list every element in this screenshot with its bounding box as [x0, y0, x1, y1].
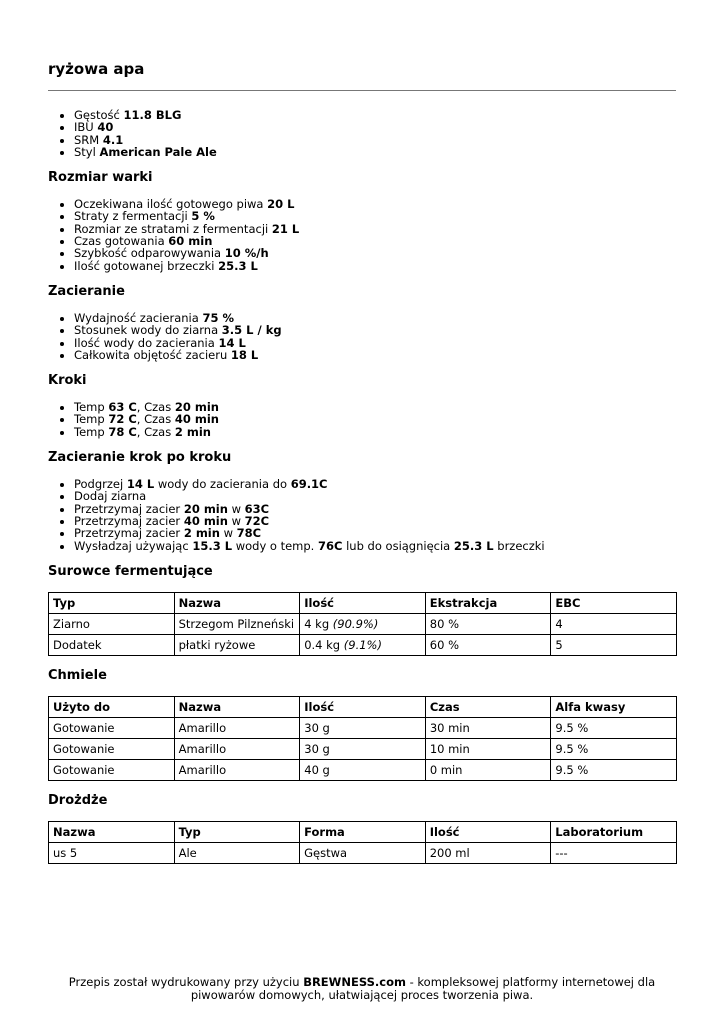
step-value: 40 min: [183, 513, 228, 528]
footer-text-before: Przepis został wydrukowany przy użyciu: [68, 975, 304, 989]
table-cell: 0 min: [425, 759, 551, 780]
item-value: 5 %: [191, 209, 215, 224]
item-label: Rozmiar ze stratami z fermentacji: [74, 221, 272, 236]
column-header: Laboratorium: [551, 821, 677, 842]
list-item: [74, 146, 676, 158]
table-cell: Ziarno: [49, 613, 175, 634]
table-cell: us 5: [49, 842, 175, 863]
step-text: w: [227, 501, 245, 516]
item-label: IBU: [74, 120, 98, 135]
item-value: 20 L: [267, 197, 295, 212]
step-value: 15.3 L: [192, 538, 233, 553]
step-temp: 78 C: [108, 424, 137, 439]
step-by-step-list: [48, 478, 676, 552]
table-header-row: [49, 696, 677, 717]
item-value: 14 L: [218, 335, 246, 350]
step-by-step-heading: Zacieranie krok po kroku: [48, 450, 232, 466]
column-header: Ekstrakcja: [425, 592, 551, 613]
column-header: Czas: [425, 696, 551, 717]
item-label: Szybkość odparowywania: [74, 246, 225, 261]
table-cell: ---: [551, 842, 677, 863]
table-header-row: [49, 592, 677, 613]
table-row: [49, 842, 677, 863]
item-value: 75 %: [202, 310, 234, 325]
step-time: 20 min: [174, 400, 219, 415]
time-label: , Czas: [136, 424, 175, 439]
column-header: Ilość: [300, 696, 426, 717]
list-item: [74, 349, 676, 361]
table-row: [49, 613, 677, 634]
column-header: Ilość: [300, 592, 426, 613]
time-label: , Czas: [136, 400, 175, 415]
boil-list: [48, 198, 676, 272]
table-cell: Gotowanie: [49, 759, 175, 780]
table-cell: 10 min: [425, 738, 551, 759]
step-value: 63C: [244, 501, 270, 516]
item-value: 25.3 L: [218, 258, 258, 273]
summary-list: [48, 109, 676, 158]
step-text: Przetrzymaj zacier: [74, 513, 184, 528]
amount-value: 4 kg: [304, 616, 333, 631]
table-cell: 5: [551, 634, 677, 655]
item-label: Styl: [74, 144, 100, 159]
footer-brand: BREWNESS.com: [303, 975, 406, 989]
table-row: [49, 759, 677, 780]
item-value: 3.5 L / kg: [221, 323, 282, 338]
item-value: 18 L: [230, 347, 259, 362]
step-text: Podgrzej: [74, 477, 127, 492]
table-cell: [300, 634, 426, 655]
column-header: Nazwa: [174, 696, 300, 717]
column-header: Typ: [49, 592, 175, 613]
table-cell: Gęstwa: [300, 842, 426, 863]
table-cell: 4: [551, 613, 677, 634]
table-row: [49, 634, 677, 655]
table-cell: Amarillo: [174, 759, 300, 780]
footer-text-after: - kompleksowej platformy internetowej dla piwowarów domowych, ułatwiającej proces tworzenia piwa.: [190, 975, 656, 1002]
item-value: 21 L: [271, 221, 300, 236]
step-text: Przetrzymaj zacier: [74, 501, 184, 516]
table-cell: Amarillo: [174, 738, 300, 759]
column-header: Alfa kwasy: [551, 696, 677, 717]
table-cell: Dodatek: [49, 634, 175, 655]
amount-percent: (90.9%): [332, 616, 379, 631]
step-text: brzeczki: [493, 538, 545, 553]
step-text: wody o temp.: [232, 538, 318, 553]
step-text: lub do osiągnięcia: [342, 538, 454, 553]
mash-list: [48, 312, 676, 361]
table-cell: Amarillo: [174, 717, 300, 738]
table-cell: Gotowanie: [49, 717, 175, 738]
step-value: 14 L: [126, 477, 155, 492]
amount-value: 0.4 kg: [304, 637, 344, 652]
item-value: 40: [97, 120, 114, 135]
column-header: EBC: [551, 592, 677, 613]
table-cell: [300, 613, 426, 634]
temp-label: Temp: [74, 424, 109, 439]
table-row: [49, 738, 677, 759]
column-header: Typ: [174, 821, 300, 842]
mash-heading: Zacieranie: [48, 283, 125, 299]
item-value: 11.8 BLG: [123, 108, 182, 122]
item-label: Ilość wody do zacierania: [74, 335, 219, 350]
amount-percent: (9.1%): [343, 637, 382, 652]
step-temp: 63 C: [108, 400, 137, 415]
item-label: Wydajność zacierania: [74, 310, 203, 325]
table-header-row: [49, 821, 677, 842]
step-value: 25.3 L: [453, 538, 494, 553]
page-title: ryżowa apa: [48, 60, 145, 78]
item-label: Stosunek wody do ziarna: [74, 323, 222, 338]
list-item: [74, 260, 676, 272]
step-item: [74, 426, 676, 438]
table-cell: Ale: [174, 842, 300, 863]
column-header: Ilość: [425, 821, 551, 842]
table-cell: 30 g: [300, 738, 426, 759]
column-header: Nazwa: [174, 592, 300, 613]
step-text: wody do zacierania do: [154, 477, 291, 492]
step-by-step-item: [74, 540, 676, 552]
list-item: [74, 109, 676, 121]
hops-heading: Chmiele: [48, 667, 107, 683]
boil-heading: Rozmiar warki: [48, 170, 153, 186]
item-label: Oczekiwana ilość gotowego piwa: [74, 197, 268, 212]
steps-list: [48, 401, 676, 438]
step-time: 40 min: [174, 412, 219, 427]
fermentables-table: [48, 592, 677, 656]
item-value: 10 %/h: [224, 246, 269, 261]
table-cell: 9.5 %: [551, 717, 677, 738]
table-cell: 9.5 %: [551, 759, 677, 780]
temp-label: Temp: [74, 412, 109, 427]
step-text: Wysładzaj używając: [74, 538, 193, 553]
item-label: Gęstość: [74, 108, 124, 122]
step-by-step-item: [74, 478, 676, 490]
step-text: Dodaj ziarna: [74, 489, 147, 504]
item-value: 4.1: [102, 132, 124, 147]
item-label: Czas gotowania: [74, 234, 169, 249]
table-cell: Strzegom Pilzneński: [174, 613, 300, 634]
step-text: w: [227, 513, 245, 528]
recipe-content: [48, 109, 676, 864]
table-row: [49, 717, 677, 738]
step-text: Przetrzymaj zacier: [74, 526, 184, 541]
yeast-heading: Drożdże: [48, 792, 108, 808]
step-value: 72C: [244, 513, 270, 528]
table-cell: 200 ml: [425, 842, 551, 863]
item-value: 60 min: [168, 234, 213, 249]
step-text: w: [219, 526, 237, 541]
table-cell: Gotowanie: [49, 738, 175, 759]
step-temp: 72 C: [108, 412, 137, 427]
item-label: Całkowita objętość zacieru: [74, 347, 231, 362]
item-label: SRM: [74, 132, 103, 147]
temp-label: Temp: [74, 400, 109, 415]
table-cell: 40 g: [300, 759, 426, 780]
title-divider: [48, 90, 676, 91]
footer: [40, 976, 684, 1002]
fermentables-heading: Surowce fermentujące: [48, 563, 213, 579]
step-value: 2 min: [183, 526, 220, 541]
time-label: , Czas: [136, 412, 175, 427]
list-item: [74, 121, 676, 133]
step-value: 69.1C: [290, 477, 328, 492]
hops-table: [48, 696, 677, 781]
column-header: Użyto do: [49, 696, 175, 717]
step-value: 78C: [236, 526, 262, 541]
table-cell: 60 %: [425, 634, 551, 655]
item-label: Ilość gotowanej brzeczki: [74, 258, 219, 273]
table-cell: 9.5 %: [551, 738, 677, 759]
item-value: American Pale Ale: [99, 144, 217, 159]
steps-heading: Kroki: [48, 373, 87, 389]
step-value: 20 min: [183, 501, 228, 516]
yeast-table: [48, 821, 677, 864]
table-cell: 30 g: [300, 717, 426, 738]
column-header: Forma: [300, 821, 426, 842]
table-cell: płatki ryżowe: [174, 634, 300, 655]
step-time: 2 min: [174, 424, 211, 439]
column-header: Nazwa: [49, 821, 175, 842]
step-value: 76C: [318, 538, 343, 553]
table-cell: 30 min: [425, 717, 551, 738]
item-label: Straty z fermentacji: [74, 209, 192, 224]
table-cell: 80 %: [425, 613, 551, 634]
